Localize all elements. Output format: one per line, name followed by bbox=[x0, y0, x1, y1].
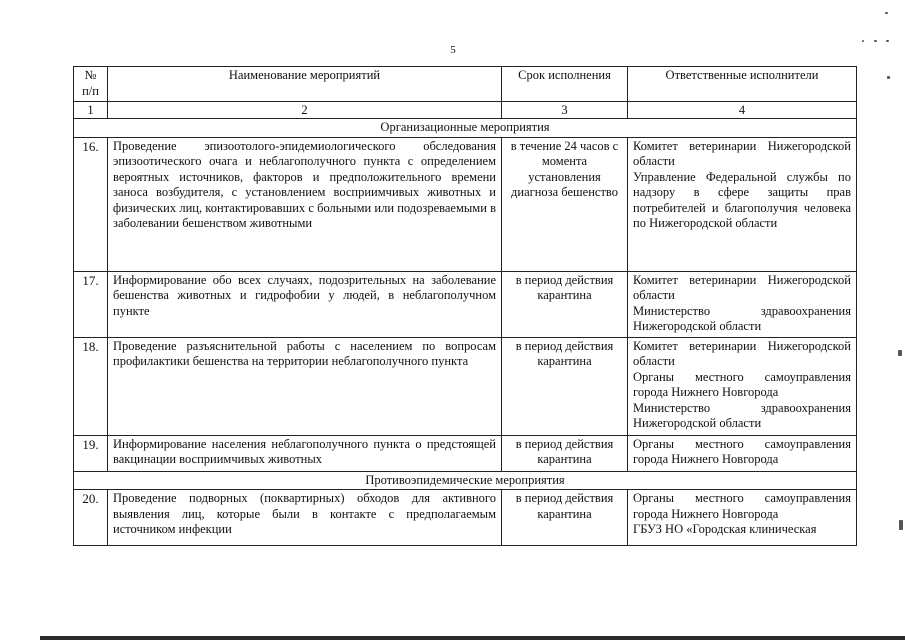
responsible-item: ГБУЗ НО «Городская клиническая bbox=[633, 522, 817, 536]
table-header-row bbox=[74, 67, 857, 102]
deadline: в течение 24 часов с момента установления диагноза бешенство bbox=[502, 137, 628, 271]
responsible-item: Органы местного самоуправления города Нижнего Новгорода bbox=[633, 491, 851, 521]
responsible-item: Комитет ветеринарии Нижегородской области bbox=[633, 272, 851, 302]
header-name: Наименование мероприятий bbox=[108, 67, 502, 102]
section-row-organizational bbox=[74, 119, 857, 138]
responsible bbox=[628, 490, 857, 546]
page-number: 5 bbox=[450, 44, 456, 56]
scan-speck bbox=[886, 40, 889, 42]
row-number: 19. bbox=[74, 435, 108, 471]
responsible-item: Министерство здравоохранения Нижегородской области bbox=[633, 303, 851, 333]
responsible-item: Министерство здравоохранения Нижегородской области bbox=[633, 400, 851, 430]
header-num: № п/п bbox=[74, 67, 108, 102]
measures-table bbox=[73, 66, 857, 546]
deadline: в период действия карантина bbox=[502, 490, 628, 546]
measure-name: Информирование населения неблагополучного пункта о предстоящей вакцинации восприимчивых животных bbox=[108, 435, 502, 471]
responsible bbox=[628, 435, 857, 471]
responsible-item: Комитет ветеринарии Нижегородской области bbox=[633, 338, 851, 368]
measure-name: Проведение разъяснительной работы с населением по вопросам профилактики бешенства на территории неблагополучного пункта bbox=[108, 337, 502, 435]
measure-name: Проведение эпизоотолого-эпидемиологического обследования эпизоотического очага и неблагополучного пункта с определением вероятных источников, факторов и предположительного времени заноса возбудителя, с установлением восприимчивых животных и физических лиц, контактировавших с больными или подозреваемыми в заболевании бешенством животными bbox=[108, 137, 502, 271]
table-row bbox=[74, 337, 857, 435]
measure-name: Проведение подворных (поквартирных) обходов для активного выявления лиц, которые были в контакте с предполагаемым источником инфекции bbox=[108, 490, 502, 546]
deadline: в период действия карантина bbox=[502, 337, 628, 435]
index-cell-2: 2 bbox=[108, 102, 502, 119]
header-resp: Ответственные исполнители bbox=[628, 67, 857, 102]
row-number: 17. bbox=[74, 271, 108, 337]
measure-name: Информирование обо всех случаях, подозрительных на заболевание бешенства животных и гидрофобии у людей, в неблагополучном пункте bbox=[108, 271, 502, 337]
index-cell-3: 3 bbox=[502, 102, 628, 119]
responsible-item: Органы местного самоуправления города Нижнего Новгорода bbox=[633, 436, 851, 466]
index-cell-4: 4 bbox=[628, 102, 857, 119]
table-row bbox=[74, 490, 857, 546]
section-row-antiepidemic bbox=[74, 471, 857, 490]
responsible bbox=[628, 137, 857, 271]
row-number: 18. bbox=[74, 337, 108, 435]
scan-speck bbox=[862, 40, 864, 42]
table-row bbox=[74, 137, 857, 271]
responsible-item: Органы местного самоуправления города Нижнего Новгорода bbox=[633, 369, 851, 399]
responsible-item: Комитет ветеринарии Нижегородской области bbox=[633, 138, 851, 168]
deadline: в период действия карантина bbox=[502, 435, 628, 471]
scan-speck bbox=[887, 76, 890, 79]
header-term: Срок исполнения bbox=[502, 67, 628, 102]
deadline: в период действия карантина bbox=[502, 271, 628, 337]
responsible-item: Управление Федеральной службы по надзору в сфере защиты прав потребителей и благополучия человека по Нижегородской области bbox=[633, 169, 851, 230]
section-title: Организационные мероприятия bbox=[74, 119, 857, 138]
responsible bbox=[628, 337, 857, 435]
row-number: 16. bbox=[74, 137, 108, 271]
scan-speck bbox=[898, 350, 902, 356]
responsible bbox=[628, 271, 857, 337]
scan-speck bbox=[885, 12, 888, 14]
table-row bbox=[74, 435, 857, 471]
scan-edge bbox=[40, 636, 905, 640]
index-cell-1: 1 bbox=[74, 102, 108, 119]
row-number: 20. bbox=[74, 490, 108, 546]
scan-speck bbox=[899, 520, 903, 530]
index-row bbox=[74, 102, 857, 119]
scan-speck bbox=[874, 40, 877, 42]
table-row bbox=[74, 271, 857, 337]
section-title: Противоэпидемические мероприятия bbox=[74, 471, 857, 490]
